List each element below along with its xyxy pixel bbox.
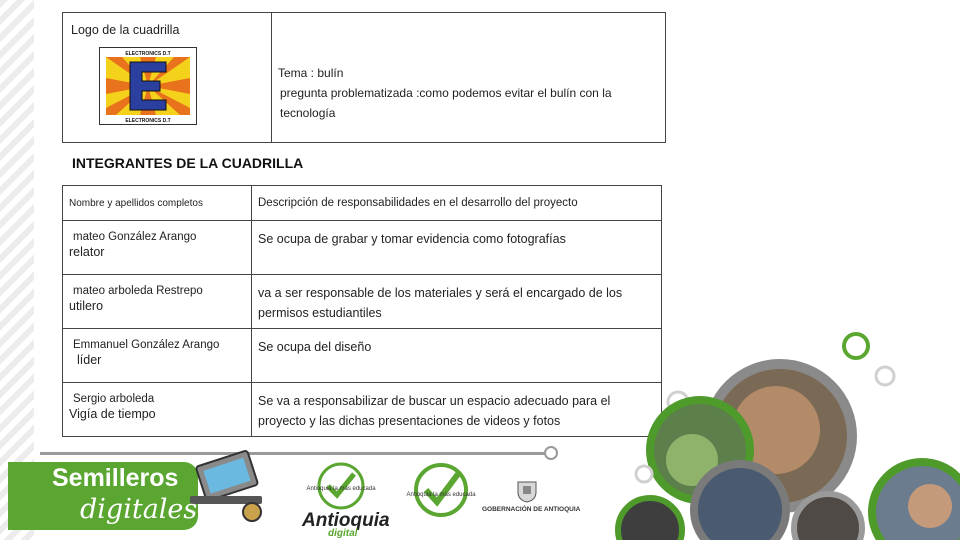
table-row <box>63 275 662 329</box>
member-description: Se va a responsabilizar de buscar un espacio adecuado para el proyecto y las dichas presentaciones de videos y fotos <box>258 394 611 428</box>
banner-title-2: digitales <box>80 494 198 525</box>
member-cell <box>63 383 252 437</box>
government-shield-icon <box>516 480 538 504</box>
member-role: Vigía de tiempo <box>69 407 156 421</box>
section-title: INTEGRANTES DE LA CUADRILLA <box>72 155 304 171</box>
logo-cell <box>63 13 272 143</box>
member-description: Se ocupa del diseño <box>258 340 372 354</box>
table-header-row <box>63 186 662 221</box>
member-cell <box>63 329 252 383</box>
member-role: líder <box>77 353 102 367</box>
member-role: utilero <box>69 299 104 313</box>
members-table <box>62 185 662 437</box>
member-name: mateo arboleda Restrepo <box>73 285 203 297</box>
team-logo-image <box>100 48 196 124</box>
description-cell <box>252 329 662 383</box>
antioquia-badge-icon <box>306 462 376 510</box>
tema-cell <box>272 13 666 143</box>
table-row <box>63 221 662 275</box>
government-label: GOBERNACIÓN DE ANTIOQUIA <box>482 506 581 513</box>
header-description: Descripción de responsabilidades en el desarrollo del proyecto <box>252 186 662 221</box>
divider-dot <box>544 446 558 460</box>
brand-name: Antioquia <box>302 510 390 531</box>
header-table <box>62 12 666 143</box>
member-cell <box>63 275 252 329</box>
member-description: va a ser responsable de los materiales y será el encargado de los permisos estudiantiles <box>258 286 623 320</box>
header-name: Nombre y apellidos completos <box>63 186 252 221</box>
logo-label: Logo de la cuadrilla <box>71 23 180 37</box>
member-cell <box>63 221 252 275</box>
description-cell <box>252 383 662 437</box>
footer-divider <box>40 452 550 455</box>
tema-text: Tema : bulín <box>278 66 344 80</box>
pregunta-text: pregunta problematizada :como podemos evitar el bulín con la tecnología <box>280 86 612 120</box>
table-row <box>63 329 662 383</box>
badge-text-1: Antioquia la más educada <box>306 486 376 492</box>
badge-text-2: Antioquia la más educada <box>406 492 476 498</box>
member-role: relator <box>69 245 105 259</box>
member-name: mateo González Arango <box>73 231 197 243</box>
photo-collage <box>630 300 960 540</box>
team-logo <box>99 47 197 125</box>
member-description: Se ocupa de grabar y tomar evidencia como fotografías <box>258 232 566 246</box>
member-name: Sergio arboleda <box>73 393 155 405</box>
member-name: Emmanuel González Arango <box>73 339 220 351</box>
table-row <box>63 383 662 437</box>
logo-bottom-text: ELECTRONICS D.T <box>125 118 171 124</box>
decorative-stripes <box>0 0 34 540</box>
description-cell <box>252 221 662 275</box>
logo-top-text: ELECTRONICS D.T <box>125 51 171 57</box>
description-cell <box>252 275 662 329</box>
banner-title-1: Semilleros <box>52 464 179 492</box>
educada-badge-icon <box>406 462 476 520</box>
semilleros-banner <box>0 462 215 540</box>
brand-sub: digital <box>328 528 358 539</box>
laptop-icon <box>186 452 276 532</box>
